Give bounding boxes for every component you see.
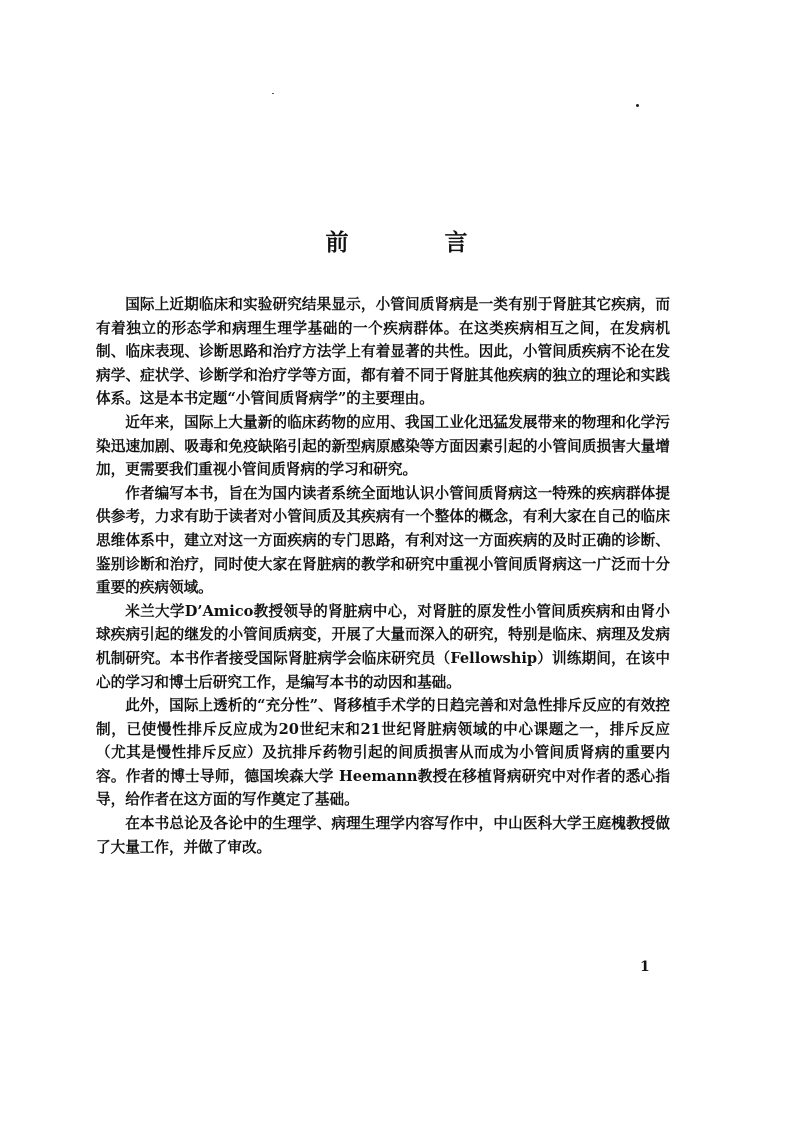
scan-speck — [272, 93, 274, 94]
paragraph: 此外，国际上透析的“充分性”、肾移植手术学的日趋完善和对急性排斥反应的有效控制，已使慢性排斥反应成为20世纪末和21世纪肾脏病领域的中心课题之一，排斥反应（尤其是慢性排斥反应）及抗排斥药物引起的间质损害从而成为小管间质肾病的重要内容。作者的博士导师，德国埃森大学 Heemann教授在移植肾病研究中对作者的悉心指导，给作者在这方面的写作奠定了基础。 — [96, 697, 670, 809]
preface-body — [96, 293, 670, 859]
paragraph: 近年来，国际上大量新的临床药物的应用、我国工业化迅猛发展带来的物理和化学污染迅速加剧、吸毒和免疫缺陷引起的新型病原感染等方面因素引起的小管间质损害大量增加，更需要我们重视小管间质肾病的学习和研究。 — [96, 413, 670, 479]
paragraph: 国际上近期临床和实验研究结果显示，小管间质肾病是一类有别于肾脏其它疾病，而有着独立的形态学和病理生理学基础的一个疾病群体。在这类疾病相互之间，在发病机制、临床表现、诊断思路和治疗方法学上有着显著的共性。因此，小管间质疾病不论在发病学、症状学、诊断学和治疗学等方面，都有着不同于肾脏其他疾病的独立的理论和实践体系。这是本书定题“小管间质肾病学”的主要理由。 — [96, 296, 670, 408]
page-title: 前 言 — [325, 229, 512, 256]
scan-speck — [636, 104, 639, 107]
paragraph: 作者编写本书，旨在为国内读者系统全面地认识小管间质肾病这一特殊的疾病群体提供参考，力求有助于读者对小管间质及其疾病有一个整体的概念，有利大家在自己的临床思维体系中，建立对这一方面疾病的专门思路，有利对这一方面疾病的及时正确的诊断、鉴别诊断和治疗，同时使大家在肾脏病的教学和研究中重视小管间质肾病这一广泛而十分重要的疾病领域。 — [96, 484, 670, 597]
paragraph: 在本书总论及各论中的生理学、病理生理学内容写作中，中山医科大学王庭槐教授做了大量工作，并做了审改。 — [96, 815, 670, 856]
page-number: 1 — [640, 959, 650, 975]
paragraph: 米兰大学D’Amico教授领导的肾脏病中心，对肾脏的原发性小管间质疾病和由肾小球疾病引起的继发的小管间质病变，开展了大量而深入的研究，特别是临床、病理及发病机制研究。本书作者接受国际肾脏病学会临床研究员（Fellowship）训练期间，在该中心的学习和博士后研究工作，是编写本书的动因和基础。 — [96, 602, 670, 691]
